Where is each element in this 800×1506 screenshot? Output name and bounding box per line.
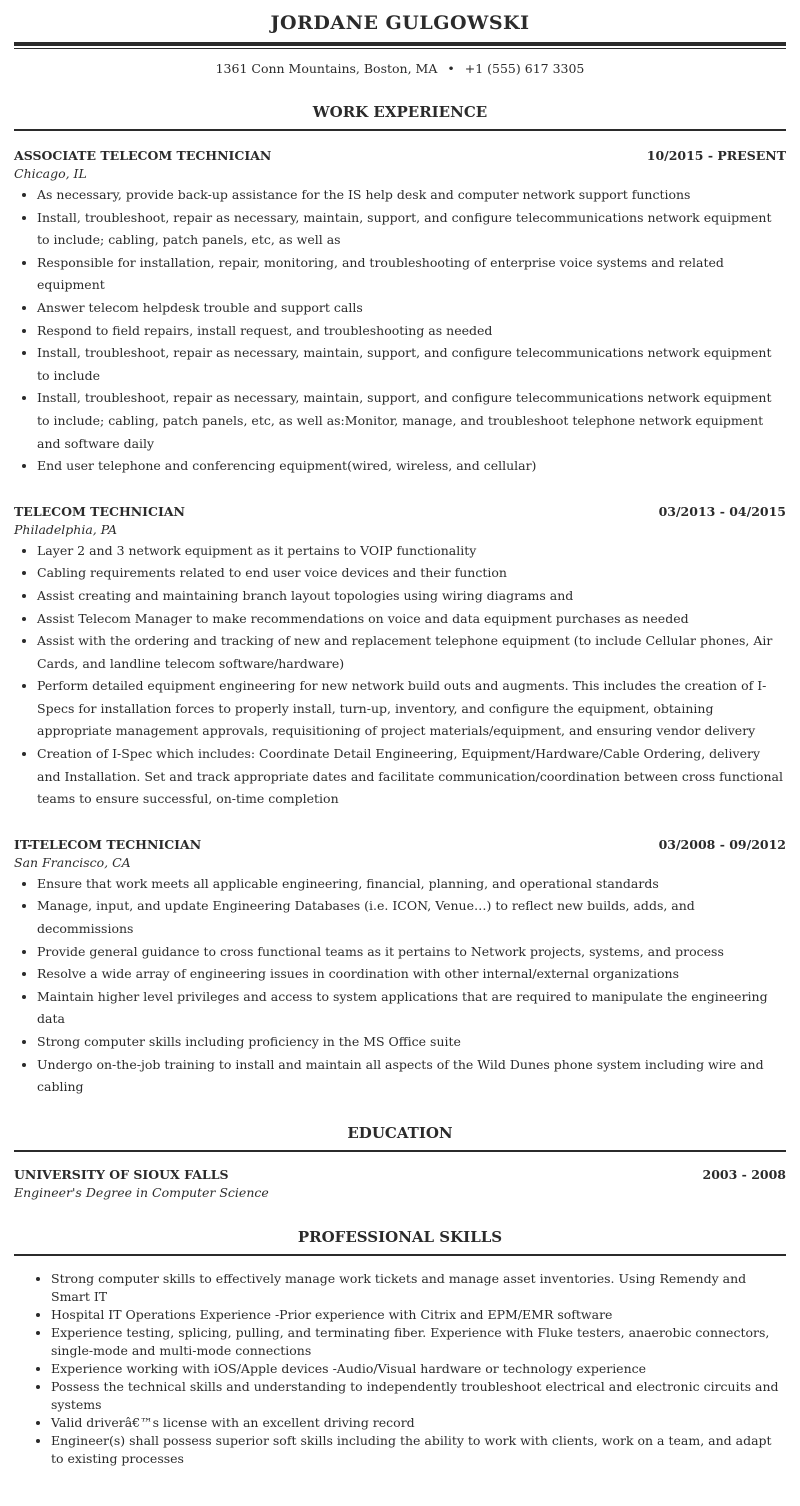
job-bullet: • Layer 2 and 3 network equipment as it pertains to VOIP functionality [37, 540, 786, 563]
skills-divider [14, 1254, 786, 1256]
job-entry [14, 147, 786, 478]
job-bullet: • Cabling requirements related to end user voice devices and their function [37, 562, 786, 585]
job-bullet: • Assist Telecom Manager to make recommendations on voice and data equipment purchases as needed [37, 608, 786, 631]
job-entry [14, 503, 786, 811]
skill-item: • Strong computer skills to effectively manage work tickets and manage asset inventories. Using Remendy and Smart IT [51, 1270, 786, 1306]
skill-item: • Possess the technical skills and understanding to independently troubleshoot electrical and electronic circuits and systems [51, 1378, 786, 1414]
degree: Engineer's Degree in Computer Science [14, 1184, 269, 1200]
job-bullet: • Assist creating and maintaining branch layout topologies using wiring diagrams and [37, 585, 786, 608]
job-bullet: • Install, troubleshoot, repair as necessary, maintain, support, and configure telecommunications network equipment to include [37, 342, 786, 387]
job-dates: 03/2008 - 09/2012 [658, 836, 786, 852]
work-experience-section [14, 102, 786, 1099]
job-bullet: • Install, troubleshoot, repair as necessary, maintain, support, and configure telecommunications network equipment to include; cabling, patch panels, etc, as well as [37, 207, 786, 252]
skills-title: PROFESSIONAL SKILLS [297, 1227, 503, 1246]
job-header [14, 147, 786, 165]
contact-phone: +1 (555) 617 3305 [464, 61, 585, 76]
job-bullets [14, 184, 786, 478]
job-bullet: • Provide general guidance to cross functional teams as it pertains to Network projects, systems, and process [37, 941, 786, 964]
job-bullet: • Assist with the ordering and tracking of new and replacement telephone equipment (to include Cellular phones, Air Cards, and landline telecom software/hardware) [37, 630, 786, 675]
skills-section [14, 1227, 786, 1468]
skill-item: • Valid driverâ€™s license with an excellent driving record [51, 1414, 786, 1432]
education-entry [14, 1166, 786, 1202]
job-bullet: • Install, troubleshoot, repair as necessary, maintain, support, and configure telecommunications network equipment to include; cabling, patch panels, etc, as well as:Monitor, manage, and troubleshoot telephone network equipment and software daily [37, 387, 786, 455]
education-divider [14, 1150, 786, 1152]
work-experience-title: WORK EXPERIENCE [312, 103, 488, 121]
skill-item: • Experience testing, splicing, pulling, and terminating fiber. Experience with Fluke testers, anaerobic connectors, single-mode and multi-mode connections [51, 1324, 786, 1360]
work-experience-divider [14, 129, 786, 131]
job-bullets [14, 540, 786, 811]
education-title: EDUCATION [347, 1123, 453, 1142]
job-bullets [14, 873, 786, 1099]
job-bullet: • Perform detailed equipment engineering for new network build outs and augments. This includes the creation of I-Specs for installation forces to properly install, turn-up, inventory, and configure the equipment, obtaining appropriate management approvals, requisitioning of project materials/equipment, and ensuring vendor delivery [37, 675, 786, 743]
job-title: IT-TELECOM TECHNICIAN [14, 836, 202, 852]
job-bullet: • Maintain higher level privileges and access to system applications that are required to manipulate the engineering data [37, 986, 786, 1031]
job-bullet: • Responsible for installation, repair, monitoring, and troubleshooting of enterprise voice systems and related equipment [37, 252, 786, 297]
job-header [14, 503, 786, 521]
education-dates: 2003 - 2008 [702, 1166, 786, 1182]
name-divider-thin [14, 48, 786, 49]
job-title: ASSOCIATE TELECOM TECHNICIAN [14, 148, 272, 163]
education-header [14, 1166, 786, 1184]
job-bullet: • Answer telecom helpdesk trouble and support calls [37, 297, 786, 320]
job-dates: 10/2015 - PRESENT [646, 148, 786, 163]
contact-line [14, 60, 786, 78]
job-title: TELECOM TECHNICIAN [14, 503, 185, 519]
job-bullet: • Strong computer skills including proficiency in the MS Office suite [37, 1031, 786, 1054]
skill-item: • Experience working with iOS/Apple devices -Audio/Visual hardware or technology experience [51, 1360, 786, 1378]
job-header [14, 836, 786, 854]
contact-address: 1361 Conn Mountains, Boston, MA [215, 61, 438, 76]
job-bullet: • Resolve a wide array of engineering issues in coordination with other internal/external organizations [37, 963, 786, 986]
job-bullet: • As necessary, provide back-up assistance for the IS help desk and computer network support functions [37, 184, 786, 207]
name-divider-thick [14, 42, 786, 46]
job-bullet: • Manage, input, and update Engineering Databases (i.e. ICON, Venue…) to reflect new builds, adds, and decommissions [37, 895, 786, 940]
job-bullet: • Creation of I-Spec which includes: Coordinate Detail Engineering, Equipment/Hardware/Cable Ordering, delivery and Installation. Set and track appropriate dates and facilitate communication/coordination between cross functional teams to ensure successful, on-time completion [37, 743, 786, 811]
education-section [14, 1123, 786, 1202]
school-name: UNIVERSITY OF SIOUX FALLS [14, 1166, 229, 1182]
job-bullet: • Ensure that work meets all applicable engineering, financial, planning, and operational standards [37, 873, 786, 896]
job-bullet: • End user telephone and conferencing equipment(wired, wireless, and cellular) [37, 455, 786, 478]
job-location: Philadelphia, PA [14, 521, 118, 537]
job-location: Chicago, IL [14, 166, 87, 181]
skill-item: • Engineer(s) shall possess superior soft skills including the ability to work with clients, work on a team, and adapt to existing processes [51, 1432, 786, 1468]
job-bullet: • Undergo on-the-job training to install and maintain all aspects of the Wild Dunes phone system including wire and cabling [37, 1054, 786, 1099]
candidate-name: JORDANE GULGOWSKI [270, 12, 530, 34]
skill-item: • Hospital IT Operations Experience -Prior experience with Citrix and EPM/EMR software [51, 1306, 786, 1324]
job-location: San Francisco, CA [14, 854, 131, 870]
job-bullet: • Respond to field repairs, install request, and troubleshooting as needed [37, 320, 786, 343]
job-dates: 03/2013 - 04/2015 [658, 503, 786, 519]
contact-separator: • [447, 61, 455, 76]
resume-page [14, 0, 786, 1468]
job-entry [14, 836, 786, 1099]
skills-list [14, 1270, 786, 1468]
